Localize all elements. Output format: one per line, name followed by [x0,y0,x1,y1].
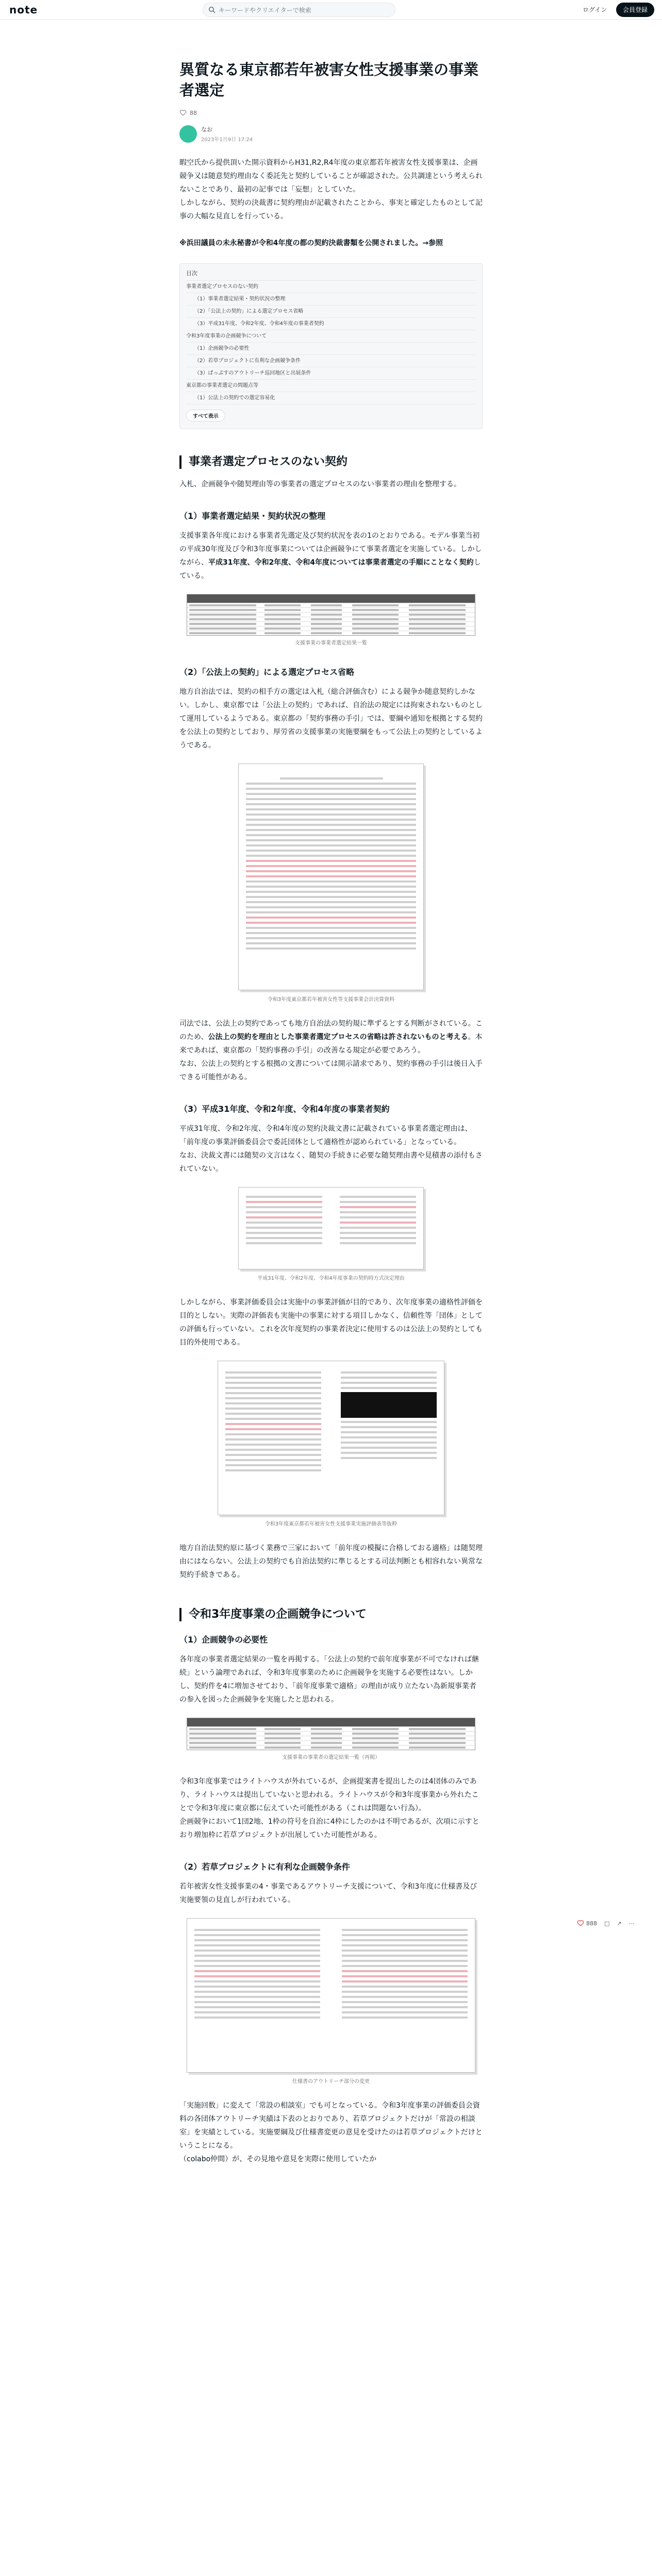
like-count: 888 [586,1920,597,1927]
intro-paragraph: 暇空氏から提供頂いた開示資料からH31,R2,R4年度の東京都若年被害女性支援事業は、企画競争又は随意契約理由なく委託先と契約していることが確認された。公共調達という考えられないことであり、最初の記事では「妄想」としていた。 [179,159,483,194]
author-block[interactable] [179,125,483,143]
document-image [238,1187,424,1269]
toc-item[interactable]: 令和3年度事業の企画競争について [186,330,476,343]
figure-caption: 令和3年度東京都若年被害女性等支援事業会計決算資料 [267,997,395,1003]
result-table-image [187,594,475,636]
search-icon [208,6,216,13]
intro-paragraph: しかしながら、契約の決裁書に契約理由が記載されたことから、事実と確定したものとして記事の大幅な見直しを行っている。 [179,199,483,221]
figure-documents[interactable] [179,1361,483,1528]
login-link[interactable]: ログイン [583,6,607,13]
paragraph: 入札、企画競争や随契理由等の事業者の選定プロセスのない事業者の理由を整理する。 [179,480,461,488]
like-button[interactable] [577,1920,597,1927]
toc-show-all-button[interactable]: すべて表示 [186,410,225,421]
article [179,59,483,2166]
toc-item[interactable]: （1）事業者選定結果・契約状況の整理 [186,293,476,306]
paragraph: 地方自治法では、契約の相手方の選定は入札（総合評価含む）による競争か随意契約しかない。しかし、東京都では「公法上の契約」であれば、自治法の規定には拘束されないものとして運用しているようである。東京都の「契約事務の手引」では、要綱や通知を根拠とする契約を公法上の契約としており、厚労省の支援事業の実施要綱をもって公法上の契約としているようである。 [179,688,483,750]
paragraph: 地方自治法契約原に基づく業務で三家において「前年度の模擬に合格しておる適格」は随契理由にはならない。公法上の契約でも自治法契約に準じるとする司法判断とも相容れない異常な契約手続きである。 [179,1544,483,1579]
sub-heading: （1）企画競争の必要性 [179,1635,268,1645]
more-icon[interactable]: ⋯ [628,1920,635,1927]
site-header [0,0,662,20]
paragraph: なお、決裁文書には随契の文言はなく、随契の手続きに必要な随契理由書や見積書の添付もされていない。 [179,1151,483,1173]
toc-item[interactable]: 事業者選定プロセスのない契約 [186,281,476,293]
share-icon[interactable]: ↗ [617,1920,622,1927]
result-table-image [187,1718,475,1750]
document-image [238,764,424,990]
table-of-contents [179,263,483,429]
heart-icon [179,109,187,116]
paragraph: （colabo仲間）が、その見地や意見を実際に使用していたか [179,2155,377,2163]
paragraph: しかしながら、事業評価委員会は実施中の事業評価が目的であり、次年度事業の適格性評価を目的としない。実際の評価表も実施中の事業に対する項目しかなく、信頼性等「団体」としての評価も行っていない。これを次年度契約の事業者決定に使用するのは公法上の契約としても目的外使用である。 [179,1298,483,1347]
toc-item[interactable]: 東京都の事業者選定の問題点等 [186,380,476,392]
paragraph: 企画競争において1団2地、1枠の符号を自治に4枠にしたのかは不明であるが、次項に示すとおり増加枠に若草プロジェクトが出展していた可能性がある。 [179,1818,479,1839]
toc-item[interactable]: （2）「公法上の契約」による選定プロセス省略 [186,306,476,318]
fav-number: 88 [190,109,197,116]
document-image [218,1361,444,1515]
section-heading: 事業者選定プロセスのない契約 [179,454,483,470]
figure-caption: 支援事業の事業者の選定結果一覧（再掲） [282,1755,380,1760]
toc-item[interactable]: （3）平成31年度、令和2年度、令和4年度の事業者契約 [186,318,476,330]
paragraph: 各年度の事業者選定結果の一覧を再掲する。「公法上の契約で前年度事業が不可でなければ継続」という論理であれば、令和3年度事業のために企画競争を実施する必要性はない。しかし、契約件を4に増加させており、「前年度事業で適格」の理由が成り立たない為新規事業者の参入を図った企画競争を実施したと思われる。 [179,1655,479,1704]
figure-document[interactable] [179,764,483,1004]
avatar[interactable] [179,125,197,143]
fav-count[interactable] [179,108,483,118]
figure-documents[interactable] [179,1918,483,2086]
toc-item[interactable]: （1）企画競争の必要性 [186,343,476,355]
search-box[interactable] [203,3,395,17]
paragraph: 若年被害女性支援事業の4・事業であるアウトリーチ支援について、令和3年度に仕様書及び実施要領の見直しが行われている。 [179,1883,477,1904]
notice-paragraph[interactable]: ※浜田議員の未永秘書が令和4年度の都の契約決裁書類を公開されました。→参照 [179,239,443,247]
sub-heading: （2）「公法上の契約」による選定プロセス省略 [179,667,355,677]
document-image [187,1918,475,2073]
sub-heading: （3）平成31年度、令和2年度、令和4年度の事業者契約 [179,1104,390,1114]
figure-caption: 仕様書のアウトリーチ部分の変更 [292,2079,370,2084]
paragraph: なお、公法上の契約とする根拠の文書については開示請求であり、契約事務の手引は後日入手できる可能性がある。 [179,1060,483,1081]
post-date: 2023年1月9日 17:24 [201,137,253,143]
paragraph: 平成31年度、令和2年度、令和4年度の契約決裁文書に記載されている事業者選定理由は、「前年度の事業評価委員会で委託団体として適格性が認められている」となっている。 [179,1125,472,1146]
toc-heading: 目次 [186,269,476,281]
comment-icon[interactable]: □ [604,1920,610,1927]
sub-heading: （2）若草プロジェクトに有利な企画競争条件 [179,1862,350,1872]
figure-caption: 平成31年度、令和2年度、令和4年度事業の契約時方式決定理由 [257,1276,405,1281]
paragraph: 令和3年度事業ではライトハウスが外れているが、企画提案書を提出したのは4団体のみであり、ライトハウスは提出していないと思われる。ライトハウスが令和3年度事業から外れたことで令和3年度に東京都に伝えていた可能性がある（これは問題ない行為）。 [179,1777,479,1812]
toc-item[interactable]: （3）ぱっぷすのアウトリーチ巡回地区と出展条件 [186,367,476,380]
article-title: 異質なる東京都若年被害女性支援事業の事業者選定 [179,61,479,99]
figure-table[interactable] [179,1718,483,1761]
toc-item[interactable]: （2）若草プロジェクトに有利な企画競争条件 [186,355,476,367]
figure-table[interactable] [179,594,483,647]
toc-item[interactable]: （1）公法上の契約での選定容易化 [186,392,476,404]
sub-heading: （1）事業者選定結果・契約状況の整理 [179,511,326,521]
figure-caption: 令和3年度東京都若年被害女性支援事業実施評価表等抜粋 [264,1521,398,1527]
reaction-bar [577,1920,635,1927]
signup-button[interactable]: 会員登録 [616,3,654,17]
search-input[interactable] [219,5,389,15]
note-logo[interactable]: note [9,4,38,16]
paragraph: 司法では、公法上の契約であっても地方自治法の契約規に準ずるとする判断がされている。このため、公法上の契約を理由とした事業者選定プロセスの省略は許されないものと考える。本来であれば、東京都の「契約事務の手引」の改善なる規定が必要であろう。 [179,1020,483,1055]
author-name[interactable]: なお [201,126,212,133]
paragraph: 「実施回数」に変えて「常設の相談室」でも可となっている。令和3年度事業の評価委員会資料の各団体アウトリーチ実績は下表のとおりであり、若草プロジェクトだけが「常設の相談室」を実績としている。実施要綱及び仕様書変更の意見を受けたのは若草プロジェクトだけということになる。 [179,2102,483,2150]
section-heading: 令和3年度事業の企画競争について [179,1606,483,1623]
paragraph: 支援事業各年度における事業者先選定及び契約状況を表の1のとおりである。モデル事業当初の平成30年度及び令和3年度事業については企画競争にて事業者選定を実施している。しかしながら、平成31年度、令和2年度、令和4年度については事業者選定の手順にことなく契約している。 [179,532,482,580]
figure-documents[interactable] [179,1187,483,1282]
heart-icon [577,1920,584,1927]
figure-caption: 支援事業の事業者選定結果一覧 [295,640,367,646]
